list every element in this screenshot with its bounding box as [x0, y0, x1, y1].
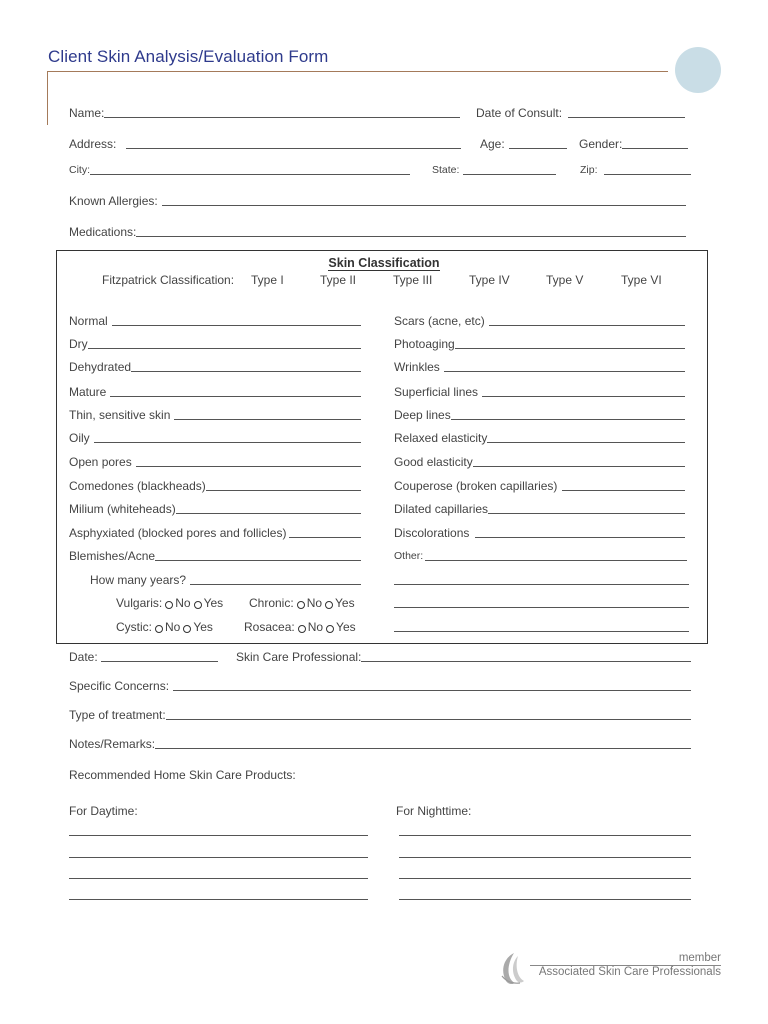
- no-label: No: [307, 620, 324, 634]
- concerns-field[interactable]: [173, 690, 691, 691]
- age-row: [480, 135, 567, 151]
- item-relaxed-elasticity: [394, 429, 685, 445]
- item-field[interactable]: [289, 537, 361, 538]
- city-row: [69, 161, 410, 177]
- decorative-circle: [675, 47, 721, 93]
- other-field-1[interactable]: [394, 584, 689, 585]
- gender-row: [579, 135, 688, 151]
- type-6[interactable]: Type VI: [621, 273, 662, 287]
- chronic-no-radio[interactable]: [297, 601, 305, 609]
- medications-row: [69, 223, 686, 239]
- item-oily: [69, 429, 361, 445]
- item-label: Thin, sensitive skin: [69, 408, 171, 422]
- item-field[interactable]: [131, 371, 361, 372]
- skin-classification-title: [0, 256, 768, 270]
- treatment-label: Type of treatment:: [69, 708, 166, 722]
- item-label: Other:: [394, 550, 424, 562]
- item-label: Discolorations: [394, 526, 470, 540]
- item-wrinkles: [394, 358, 685, 374]
- zip-label: Zip:: [580, 164, 598, 176]
- item-label: Comedones (blackheads): [69, 479, 206, 493]
- item-label: Wrinkles: [394, 360, 440, 374]
- rosacea-yes-radio[interactable]: [326, 625, 334, 633]
- treatment-field[interactable]: [166, 719, 691, 720]
- how-many-years-field[interactable]: [190, 584, 361, 585]
- daytime-line-2[interactable]: [69, 857, 368, 858]
- header-rule: [48, 71, 668, 72]
- item-good-elasticity: [394, 453, 685, 469]
- item-field[interactable]: [473, 466, 685, 467]
- cystic-no-radio[interactable]: [155, 625, 163, 633]
- item-label: Dilated capillaries: [394, 502, 489, 516]
- address-field[interactable]: [126, 148, 461, 149]
- item-field[interactable]: [475, 537, 685, 538]
- zip-field[interactable]: [604, 174, 691, 175]
- vulgaris-no-radio[interactable]: [165, 601, 173, 609]
- vulgaris-row: [116, 594, 223, 610]
- other-field-2[interactable]: [394, 607, 689, 608]
- medications-field[interactable]: [136, 236, 686, 237]
- item-open-pores: [69, 453, 361, 469]
- other-field-3[interactable]: [394, 631, 689, 632]
- other-line-1: [394, 571, 689, 587]
- item-normal: [69, 312, 361, 328]
- item-field[interactable]: [155, 560, 361, 561]
- allergies-label: Known Allergies:: [69, 194, 158, 208]
- age-label: Age:: [480, 137, 505, 151]
- notes-row: [69, 735, 691, 751]
- nighttime-line-2[interactable]: [399, 857, 691, 858]
- rosacea-no-radio[interactable]: [298, 625, 306, 633]
- item-field[interactable]: [489, 325, 685, 326]
- rosacea-row: [244, 618, 356, 634]
- item-field[interactable]: [94, 442, 361, 443]
- cystic-row: [116, 618, 213, 634]
- item-blemishes: [69, 547, 361, 563]
- gender-field[interactable]: [622, 148, 688, 149]
- chronic-yes-radio[interactable]: [325, 601, 333, 609]
- item-couperose: [394, 477, 685, 493]
- nighttime-line-1[interactable]: [399, 835, 691, 836]
- item-label: Photoaging: [394, 337, 455, 351]
- concerns-row: [69, 677, 691, 693]
- daytime-row: [69, 802, 138, 818]
- item-field[interactable]: [176, 513, 361, 514]
- recommended-row: [69, 766, 296, 782]
- daytime-label: For Daytime:: [69, 804, 138, 818]
- item-label: Couperose (broken capillaries): [394, 479, 558, 493]
- item-dehydrated: [69, 358, 361, 374]
- state-label: State:: [432, 164, 460, 176]
- how-many-years-label: How many years?: [90, 573, 187, 587]
- item-label: Oily: [69, 431, 90, 445]
- medications-label: Medications:: [69, 225, 137, 239]
- yes-label: Yes: [335, 596, 355, 610]
- item-field[interactable]: [487, 442, 685, 443]
- item-field[interactable]: [88, 348, 361, 349]
- type-5[interactable]: Type V: [546, 273, 584, 287]
- cystic-label: Cystic:: [116, 620, 152, 634]
- date-row: [69, 648, 218, 664]
- date-consult-row: [476, 104, 685, 120]
- gender-label: Gender:: [579, 137, 623, 151]
- logo-name-text: Associated Skin Care Professionals: [538, 966, 721, 978]
- type-4[interactable]: Type IV: [469, 273, 510, 287]
- chronic-row: [249, 594, 355, 610]
- item-field[interactable]: [136, 466, 361, 467]
- rosacea-label: Rosacea:: [244, 620, 295, 634]
- professional-label: Skin Care Professional:: [236, 650, 362, 664]
- no-label: No: [175, 596, 191, 610]
- concerns-label: Specific Concerns:: [69, 679, 170, 693]
- vulgaris-yes-radio[interactable]: [194, 601, 202, 609]
- type-1[interactable]: Type I: [251, 273, 284, 287]
- fitzpatrick-row: [0, 273, 768, 289]
- professional-row: [236, 648, 691, 664]
- item-label: Blemishes/Acne: [69, 549, 156, 563]
- recommended-label: Recommended Home Skin Care Products:: [69, 768, 296, 782]
- item-field[interactable]: [482, 396, 685, 397]
- daytime-line-1[interactable]: [69, 835, 368, 836]
- name-field[interactable]: [104, 117, 460, 118]
- address-row: [69, 135, 461, 151]
- item-photoaging: [394, 335, 685, 351]
- item-field[interactable]: [174, 419, 361, 420]
- item-label: Open pores: [69, 455, 132, 469]
- cystic-yes-radio[interactable]: [183, 625, 191, 633]
- item-label: Normal: [69, 314, 108, 328]
- item-field[interactable]: [451, 419, 685, 420]
- no-label: No: [165, 620, 181, 634]
- type-2[interactable]: Type II: [320, 273, 357, 287]
- city-field[interactable]: [90, 174, 410, 175]
- item-scars: [394, 312, 685, 328]
- logo-member-text: member: [678, 952, 721, 964]
- header-rule-left: [47, 71, 48, 125]
- item-discolorations: [394, 524, 685, 540]
- state-field[interactable]: [463, 174, 556, 175]
- item-milium: [69, 500, 361, 516]
- item-field[interactable]: [488, 513, 685, 514]
- item-label: Dry: [69, 337, 88, 351]
- daytime-line-4[interactable]: [69, 899, 368, 900]
- vulgaris-label: Vulgaris:: [116, 596, 163, 610]
- item-field[interactable]: [110, 396, 361, 397]
- item-label: Milium (whiteheads): [69, 502, 176, 516]
- item-field[interactable]: [206, 490, 361, 491]
- item-field[interactable]: [425, 560, 687, 561]
- ascp-logo-icon: [498, 950, 528, 986]
- skin-classification-title-text: Skin Classification: [328, 256, 440, 270]
- item-field[interactable]: [444, 371, 685, 372]
- item-field[interactable]: [455, 348, 685, 349]
- form-title: Client Skin Analysis/Evaluation Form: [48, 47, 329, 66]
- name-label: Name:: [69, 106, 105, 120]
- nighttime-line-4[interactable]: [399, 899, 691, 900]
- yes-label: Yes: [193, 620, 213, 634]
- item-label: Mature: [69, 385, 107, 399]
- item-label: Deep lines: [394, 408, 451, 422]
- item-field[interactable]: [112, 325, 361, 326]
- date-consult-label: Date of Consult:: [476, 106, 563, 120]
- date-field[interactable]: [101, 661, 218, 662]
- nighttime-label: For Nighttime:: [396, 804, 472, 818]
- date-label: Date:: [69, 650, 98, 664]
- state-row: [432, 161, 556, 177]
- item-label: Dehydrated: [69, 360, 132, 374]
- city-label: City:: [69, 164, 90, 176]
- item-label: Good elasticity: [394, 455, 473, 469]
- item-other: [394, 547, 687, 563]
- item-mature: [69, 383, 361, 399]
- name-row: [69, 104, 460, 120]
- treatment-row: [69, 706, 691, 722]
- nighttime-line-3[interactable]: [399, 878, 691, 879]
- other-line-3: [394, 618, 689, 634]
- notes-label: Notes/Remarks:: [69, 737, 156, 751]
- item-label: Superficial lines: [394, 385, 479, 399]
- fitzpatrick-label: Fitzpatrick Classification:: [102, 273, 235, 287]
- daytime-line-3[interactable]: [69, 878, 368, 879]
- item-deep-lines: [394, 406, 685, 422]
- item-label: Asphyxiated (blocked pores and follicles): [69, 526, 287, 540]
- date-consult-field[interactable]: [568, 117, 685, 118]
- professional-field[interactable]: [361, 661, 691, 662]
- yes-label: Yes: [203, 596, 224, 610]
- chronic-label: Chronic:: [249, 596, 294, 610]
- allergies-field[interactable]: [162, 205, 686, 206]
- no-label: No: [306, 596, 323, 610]
- item-field[interactable]: [562, 490, 685, 491]
- item-label: Scars (acne, etc): [394, 314, 485, 328]
- notes-field[interactable]: [155, 748, 691, 749]
- item-label: Relaxed elasticity: [394, 431, 488, 445]
- zip-row: [580, 161, 691, 177]
- item-asphyxiated: [69, 524, 361, 540]
- item-dilated-capillaries: [394, 500, 685, 516]
- item-thin-sensitive: [69, 406, 361, 422]
- type-3[interactable]: Type III: [393, 273, 433, 287]
- other-line-2: [394, 594, 689, 610]
- how-many-years-row: [90, 571, 361, 587]
- allergies-row: [69, 192, 686, 208]
- yes-label: Yes: [336, 620, 356, 634]
- item-comedones: [69, 477, 361, 493]
- nighttime-row: [396, 802, 471, 818]
- item-dry: [69, 335, 361, 351]
- item-superficial-lines: [394, 383, 685, 399]
- address-label: Address:: [69, 137, 117, 151]
- age-field[interactable]: [509, 148, 567, 149]
